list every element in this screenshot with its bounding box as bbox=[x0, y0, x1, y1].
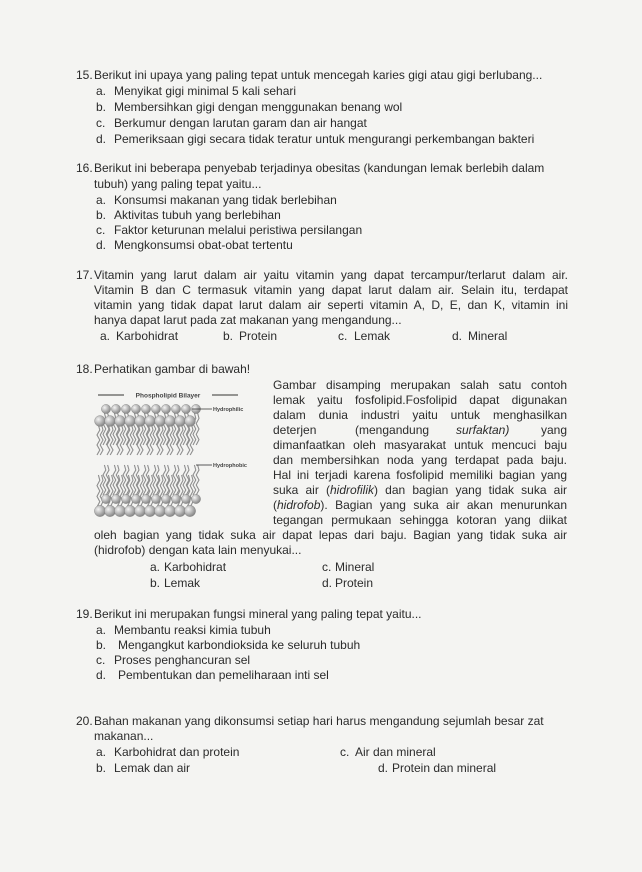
option-letter: c. bbox=[96, 116, 106, 130]
lipid-head bbox=[184, 505, 195, 516]
option-text: Lemak bbox=[164, 576, 201, 590]
option-letter: c. bbox=[340, 745, 350, 759]
lipid-head bbox=[144, 505, 155, 516]
word: deterjen bbox=[273, 423, 317, 437]
phospholipid-bilayer-diagram bbox=[88, 383, 270, 533]
lipid-head bbox=[114, 505, 125, 516]
lipid-head bbox=[141, 404, 150, 413]
option-letter: a. bbox=[100, 329, 111, 343]
option-text: Proses penghancuran sel bbox=[114, 653, 251, 667]
option-letter: c. bbox=[96, 653, 106, 667]
option-letter: c. bbox=[96, 223, 106, 237]
option-letter: b. bbox=[223, 329, 234, 343]
option-text: Pembentukan dan pemeliharaan inti sel bbox=[118, 668, 329, 682]
option-text: Air dan mineral bbox=[355, 745, 436, 759]
lipid-tail bbox=[196, 465, 199, 495]
option-letter: a. bbox=[96, 84, 107, 98]
question-stem: vitamin yang tidak dapat larut dalam air seperti vitamin A, D, E, dan K, vitamin ini bbox=[94, 298, 568, 312]
paragraph-line bbox=[273, 423, 567, 438]
lipid-tail bbox=[136, 465, 139, 495]
option-letter: d. bbox=[96, 238, 107, 252]
paragraph-line: Hal ini terjadi karena fosfolipid memiliki bagian yang bbox=[273, 468, 567, 482]
option-text: Lemak bbox=[354, 329, 391, 343]
paragraph-line: dimanfaatkan oleh masyarakat untuk mencuci baju bbox=[273, 438, 567, 452]
lipid-head bbox=[94, 505, 105, 516]
option-letter: b. bbox=[150, 576, 161, 590]
lipid-head bbox=[171, 494, 180, 503]
question-stem: Berikut ini beberapa penyebab terjadinya obesitas (kandungan lemak berlebih dalam bbox=[94, 161, 545, 175]
question-number: 19. bbox=[76, 607, 93, 621]
lipid-head bbox=[125, 416, 136, 427]
paragraph-line: (hidrofob) dengan kata lain menyukai... bbox=[94, 543, 302, 557]
lipid-head bbox=[191, 494, 200, 503]
lipid-head bbox=[151, 404, 160, 413]
lipid-tail bbox=[156, 465, 159, 495]
lipid-head bbox=[105, 416, 116, 427]
lipid-heads bbox=[94, 404, 200, 516]
question-stem: Vitamin B dan C termasuk vitamin yang dapat larut dalam air. Selain itu, terdapat bbox=[94, 283, 568, 297]
word: surfaktan) bbox=[456, 423, 510, 437]
question-stem: Berikut ini upaya yang paling tepat untuk mencegah karies gigi atau gigi berlubang... bbox=[94, 68, 543, 82]
option-letter: b. bbox=[96, 100, 107, 114]
lipid-tail bbox=[100, 425, 103, 455]
paragraph-line bbox=[273, 498, 567, 513]
lipid-head bbox=[165, 416, 176, 427]
option-text: Mineral bbox=[335, 560, 375, 574]
option-letter: d. bbox=[378, 761, 389, 775]
question-stem: tubuh) yang paling tepat yaitu... bbox=[94, 177, 262, 191]
paragraph-line bbox=[273, 483, 567, 498]
option-text: Faktor keturunan melalui peristiwa persilangan bbox=[114, 223, 363, 237]
lipid-head bbox=[95, 416, 106, 427]
option-letter: c. bbox=[322, 560, 332, 574]
lipid-tail bbox=[126, 465, 129, 495]
lipid-tail bbox=[180, 425, 183, 455]
lipid-tail bbox=[190, 425, 193, 455]
lipid-tail bbox=[146, 465, 149, 495]
lipid-head bbox=[171, 404, 180, 413]
lipid-tail bbox=[106, 465, 109, 495]
option-letter: c. bbox=[338, 329, 348, 343]
option-text: Lemak dan air bbox=[114, 761, 191, 775]
option-letter: b. bbox=[96, 761, 107, 775]
lipid-head bbox=[134, 505, 145, 516]
term: hidrofob bbox=[277, 498, 321, 512]
word: yang bbox=[540, 423, 567, 437]
lipid-tail bbox=[166, 465, 169, 495]
option-text: Karbohidrat bbox=[164, 560, 227, 574]
option-letter: d. bbox=[96, 132, 107, 146]
hydrophobic-label: Hydrophobic bbox=[213, 463, 247, 469]
question-stem: Bahan makanan yang dikonsumsi setiap hari harus mengandung sejumlah besar zat bbox=[94, 714, 544, 728]
paragraph-line: oleh bagian yang tidak suka air dapat lepas dari baju. Bagian yang tidak suka air bbox=[94, 528, 567, 542]
lipid-tail bbox=[186, 465, 189, 495]
lipid-head bbox=[174, 505, 185, 516]
text-segment: ) dan bagian yang tidak suka air bbox=[374, 483, 567, 497]
option-text: Mineral bbox=[468, 329, 508, 343]
option-text: Mengangkut karbondioksida ke seluruh tubuh bbox=[118, 638, 361, 652]
text-segment: ). Bagian yang suka air akan menurunkan bbox=[320, 498, 567, 512]
word: (mengandung bbox=[355, 423, 430, 437]
option-text: Karbohidrat dan protein bbox=[114, 745, 240, 759]
option-text: Karbohidrat bbox=[116, 329, 179, 343]
lipid-head bbox=[104, 505, 115, 516]
lipid-head bbox=[155, 416, 166, 427]
lipid-head bbox=[111, 404, 120, 413]
lipid-head bbox=[141, 494, 150, 503]
lipid-head bbox=[161, 404, 170, 413]
lipid-head bbox=[101, 404, 110, 413]
text-segment: ( bbox=[273, 498, 277, 512]
paragraph-line: lemak yaitu fosfolipid.Fosfolipid dapat digunakan bbox=[273, 393, 567, 407]
paragraph-line: Gambar disamping merupakan salah satu contoh bbox=[273, 378, 567, 392]
lipid-head bbox=[164, 505, 175, 516]
lipid-tail bbox=[110, 425, 113, 455]
term: hidrofilik bbox=[329, 483, 374, 497]
question-stem: hanya dapat larut pada zat makanan yang mengandung... bbox=[94, 313, 402, 327]
lipid-tail bbox=[116, 465, 119, 495]
option-text: Menyikat gigi minimal 5 kali sehari bbox=[114, 84, 297, 98]
lipid-head bbox=[121, 404, 130, 413]
lipid-tail bbox=[120, 425, 123, 455]
lipid-head bbox=[161, 494, 170, 503]
lipid-head bbox=[124, 505, 135, 516]
lipid-tail bbox=[97, 425, 100, 455]
option-text: Protein bbox=[239, 329, 278, 343]
lipid-head bbox=[131, 404, 140, 413]
question-stem: Vitamin yang larut dalam air yaitu vitamin yang dapat tercampur/terlarut dalam air. bbox=[94, 268, 568, 282]
lipid-tail bbox=[140, 425, 143, 455]
lipid-head bbox=[181, 404, 190, 413]
lipid-tail bbox=[97, 475, 100, 507]
lipid-head bbox=[135, 416, 146, 427]
option-letter: a. bbox=[150, 560, 161, 574]
paragraph-line: dalam dunia industri yaitu untuk menghasilkan bbox=[273, 408, 567, 422]
lipid-tail bbox=[150, 425, 153, 455]
paragraph-line: tegangan permukaan sehingga kotoran yang diikat bbox=[273, 513, 567, 527]
option-text: Protein bbox=[335, 576, 374, 590]
paragraph-line: dan membersihkan noda yang terdapat pada baju. bbox=[273, 453, 567, 467]
lipid-head bbox=[154, 505, 165, 516]
lipid-tail bbox=[176, 465, 179, 495]
option-letter: d. bbox=[322, 576, 333, 590]
option-text: Membersihkan gigi dengan menggunakan benang wol bbox=[114, 100, 403, 114]
lipid-head bbox=[151, 494, 160, 503]
question-number: 18. bbox=[76, 362, 93, 376]
option-letter: b. bbox=[96, 638, 107, 652]
option-text: Mengkonsumsi obat-obat tertentu bbox=[114, 238, 293, 252]
option-letter: a. bbox=[96, 745, 107, 759]
lipid-head bbox=[101, 494, 110, 503]
option-text: Pemeriksaan gigi secara tidak teratur untuk mengurangi perkembangan bakteri bbox=[114, 132, 535, 146]
lipid-tail bbox=[130, 425, 133, 455]
question-stem: Berikut ini merupakan fungsi mineral yang paling tepat yaitu... bbox=[94, 607, 422, 621]
text-segment: suka air ( bbox=[273, 483, 330, 497]
option-letter: a. bbox=[96, 193, 107, 207]
option-text: Aktivitas tubuh yang berlebihan bbox=[114, 208, 281, 222]
question-number: 15. bbox=[76, 68, 93, 82]
option-letter: d. bbox=[452, 329, 463, 343]
lipid-tail bbox=[196, 413, 199, 445]
lipid-head bbox=[145, 416, 156, 427]
question-number: 16. bbox=[76, 161, 93, 175]
option-text: Membantu reaksi kimia tubuh bbox=[114, 623, 271, 637]
question-number: 17. bbox=[76, 268, 93, 282]
lipid-head bbox=[115, 416, 126, 427]
lipid-head bbox=[111, 494, 120, 503]
lipid-head bbox=[175, 416, 186, 427]
lipid-tails bbox=[97, 413, 199, 507]
option-text: Protein dan mineral bbox=[392, 761, 497, 775]
question-number: 20. bbox=[76, 714, 93, 728]
lipid-head bbox=[181, 494, 190, 503]
lipid-head bbox=[131, 494, 140, 503]
diagram-title: Phospholipid Bilayer bbox=[135, 392, 201, 400]
option-text: Konsumsi makanan yang tidak berlebihan bbox=[114, 193, 337, 207]
lipid-tail bbox=[160, 425, 163, 455]
question-stem: makanan... bbox=[94, 729, 154, 743]
option-letter: b. bbox=[96, 208, 107, 222]
lipid-head bbox=[185, 416, 196, 427]
lipid-tail bbox=[170, 425, 173, 455]
lipid-head bbox=[121, 494, 130, 503]
option-text: Berkumur dengan larutan garam dan air hangat bbox=[114, 116, 367, 130]
option-letter: a. bbox=[96, 623, 107, 637]
hydrophilic-label: Hydrophilic bbox=[213, 407, 244, 413]
option-letter: d. bbox=[96, 668, 107, 682]
question-intro: Perhatikan gambar di bawah! bbox=[94, 362, 251, 376]
